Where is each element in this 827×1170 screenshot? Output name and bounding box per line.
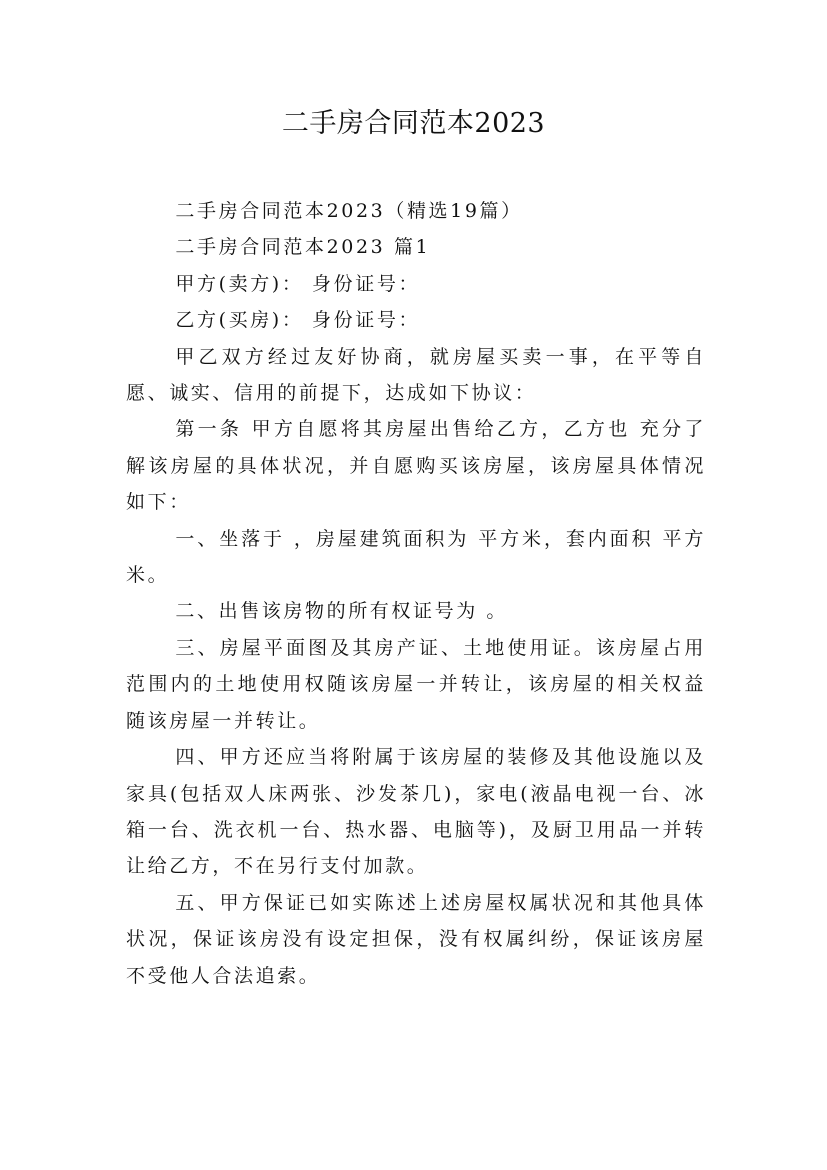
paragraph-article-1: 第一条 甲方自愿将其房屋出售给乙方，乙方也 充分了解该房屋的具体状况，并自愿购买该房屋，该房屋具体情况如下：	[126, 418, 706, 514]
paragraph-clause-1: 一、坐落于 ，房屋建筑面积为 平方米，套内面积 平方米。	[126, 527, 706, 587]
paragraph-clause-4: 四、甲方还应当将附属于该房屋的装修及其他设施以及家具(包括双人床两张、沙发茶几)，家电(液晶电视一台、冰箱一台、洗衣机一台、热水器、电脑等)，及厨卫用品一并转让给乙方，不在另行支付加款。	[126, 746, 706, 878]
document-title: 二手房合同范本2023	[281, 108, 546, 139]
paragraph-subtitle: 二手房合同范本2023（精选19篇）	[175, 200, 523, 222]
paragraph-clause-3: 三、房屋平面图及其房产证、土地使用证。该房屋占用范围内的土地使用权随该房屋一并转让，该房屋的相关权益随该房屋一并转让。	[126, 636, 706, 732]
paragraph-preamble: 甲乙双方经过友好协商，就房屋买卖一事，在平等自愿、诚实、信用的前提下，达成如下协议：	[126, 345, 706, 405]
paragraph-clause-2: 二、出售该房物的所有权证号为 。	[175, 600, 509, 623]
paragraph-section-heading: 二手房合同范本2023 篇1	[175, 236, 431, 259]
paragraph-clause-5: 五、甲方保证已如实陈述上述房屋权属状况和其他具体状况，保证该房没有设定担保，没有权属纠纷，保证该房屋不受他人合法追索。	[126, 891, 706, 987]
paragraph-party-a: 甲方(卖方)： 身份证号：	[175, 272, 421, 295]
paragraph-party-b: 乙方(买房)： 身份证号：	[175, 309, 421, 332]
document-body	[126, 193, 706, 994]
